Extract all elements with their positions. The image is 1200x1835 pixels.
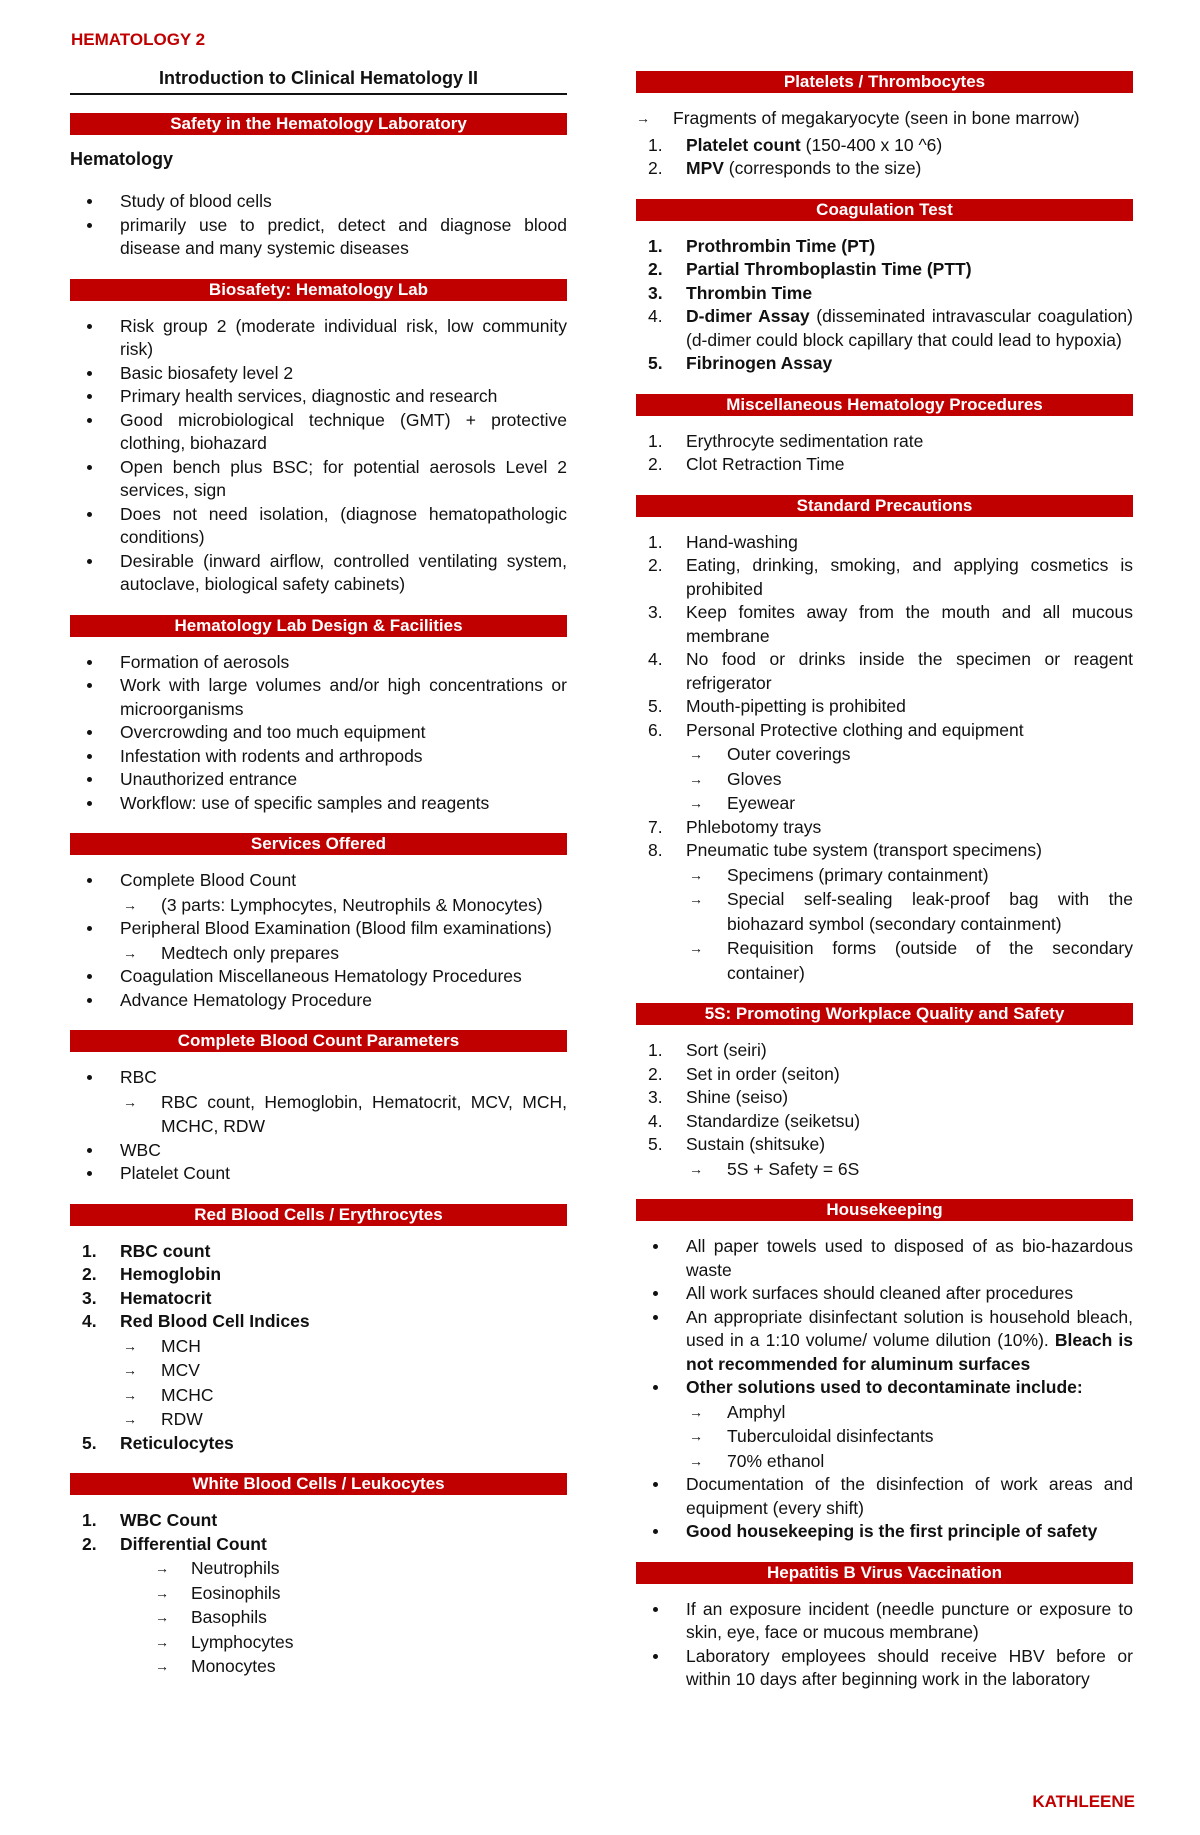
list-item: 2. Clot Retraction Time bbox=[648, 454, 845, 474]
item-bold: Bleach is not recommended for aluminum surfaces bbox=[686, 1330, 1133, 1374]
item-text: Thrombin Time bbox=[686, 282, 813, 303]
list-item: 5. Fibrinogen Assay bbox=[648, 353, 833, 373]
intro-item: → Fragments of megakaryocyte (seen in bone marrow) bbox=[636, 107, 1133, 131]
page-footer: KATHLEENE bbox=[1032, 1792, 1135, 1811]
list-item: 3. Hematocrit bbox=[82, 1287, 212, 1308]
list-item: 2. Partial Thromboplastin Time (PTT) bbox=[648, 259, 972, 279]
list-item: All paper towels used to disposed of as bio-hazardous waste bbox=[636, 1235, 1133, 1282]
item-text: No food or drinks inside the specimen or reagent refrigerator bbox=[686, 649, 1133, 693]
list-item: Overcrowding and too much equipment bbox=[70, 721, 567, 745]
list-item: Study of blood cells bbox=[70, 190, 567, 214]
sub-item: → Tuberculoidal disinfectants bbox=[686, 1424, 1133, 1449]
item-text: Sort (seiri) bbox=[686, 1040, 767, 1060]
section-header-biosafety: Biosafety: Hematology Lab bbox=[70, 279, 567, 301]
document-title: Introduction to Clinical Hematology II bbox=[70, 68, 567, 95]
list-item: 5. Reticulocytes bbox=[82, 1432, 234, 1453]
right-column bbox=[636, 68, 1133, 1710]
page-header: HEMATOLOGY 2 bbox=[71, 30, 206, 49]
list-item: If an exposure incident (needle puncture or exposure to skin, eye, face or mucous membrane) bbox=[636, 1598, 1133, 1645]
list-item: 4. Standardize (seiketsu) bbox=[648, 1110, 861, 1131]
item-text: Shine (seiso) bbox=[686, 1087, 789, 1107]
list-item: 6. Personal Protective clothing and equipment → Outer coverings → Gloves → Eyewear bbox=[636, 719, 1133, 816]
item-text: Hematocrit bbox=[120, 1287, 212, 1308]
list-item: Coagulation Miscellaneous Hematology Procedures bbox=[70, 965, 567, 989]
item-text: Mouth-pipetting is prohibited bbox=[686, 696, 906, 716]
item-text: (disseminated intravascular coagulation) (d-dimer could block capillary that could lead to hypoxia) bbox=[686, 306, 1133, 350]
section-header-rbc: Red Blood Cells / Erythrocytes bbox=[70, 1204, 567, 1226]
sub-item: → Eyewear bbox=[686, 791, 1133, 816]
platelets-intro bbox=[636, 107, 1133, 131]
item-text: Partial Thromboplastin Time (PTT) bbox=[686, 259, 972, 279]
biosafety-list bbox=[70, 315, 567, 597]
item-text: RBC bbox=[120, 1067, 157, 1087]
item-text: Other solutions used to decontaminate include: bbox=[686, 1377, 1083, 1397]
list-item: Workflow: use of specific samples and reagents bbox=[70, 792, 567, 816]
sub-item: → 70% ethanol bbox=[686, 1449, 1133, 1474]
item-text: Eating, drinking, smoking, and applying cosmetics is prohibited bbox=[686, 555, 1133, 599]
item-text: Peripheral Blood Examination (Blood film examinations) bbox=[120, 918, 552, 938]
item-text: Hand-washing bbox=[686, 531, 798, 552]
section-header-wbc: White Blood Cells / Leukocytes bbox=[70, 1473, 567, 1495]
left-column bbox=[70, 68, 567, 1697]
sub-item: → Gloves bbox=[686, 767, 1133, 792]
item-text: Erythrocyte sedimentation rate bbox=[686, 430, 924, 451]
wbc-list bbox=[70, 1509, 567, 1679]
list-item: All work surfaces should cleaned after procedures bbox=[636, 1282, 1133, 1306]
item-text: Fibrinogen Assay bbox=[686, 353, 833, 373]
sub-item: → Basophils bbox=[120, 1605, 567, 1630]
sub-item: → MCH bbox=[120, 1334, 567, 1359]
list-item: 2. MPV (corresponds to the size) bbox=[648, 158, 922, 178]
list-item: Infestation with rodents and arthropods bbox=[70, 745, 567, 769]
lab-design-list bbox=[70, 651, 567, 816]
five-s-list bbox=[636, 1039, 1133, 1181]
sub-item: → RDW bbox=[120, 1407, 567, 1432]
list-item bbox=[636, 1376, 1133, 1473]
section-header-5s: 5S: Promoting Workplace Quality and Safety bbox=[636, 1003, 1133, 1025]
list-item: Laboratory employees should receive HBV before or within 10 days after beginning work in the laboratory bbox=[636, 1645, 1133, 1692]
sub-item: → Lymphocytes bbox=[120, 1630, 567, 1655]
sub-item: → Medtech only prepares bbox=[120, 941, 567, 966]
list-item: 2. Eating, drinking, smoking, and applying cosmetics is prohibited bbox=[648, 555, 1133, 599]
list-item: 2. Set in order (seiton) bbox=[648, 1063, 840, 1084]
list-item: Basic biosafety level 2 bbox=[70, 362, 567, 386]
sub-list bbox=[120, 941, 567, 966]
list-item: Good housekeeping is the first principle of safety bbox=[636, 1520, 1133, 1544]
list-item: 4. No food or drinks inside the specimen or reagent refrigerator bbox=[648, 649, 1133, 693]
list-item bbox=[70, 1066, 567, 1139]
sub-item: → Monocytes bbox=[120, 1654, 567, 1679]
item-text: An appropriate disinfectant solution is household bleach, used in a 1:10 volume/ volume dilution (10%). bbox=[686, 1306, 1133, 1350]
list-item: Work with large volumes and/or high concentrations or microorganisms bbox=[70, 674, 567, 721]
item-text: Complete Blood Count bbox=[120, 870, 297, 890]
sub-list bbox=[686, 863, 1133, 986]
section-header-misc-procedures: Miscellaneous Hematology Procedures bbox=[636, 394, 1133, 416]
list-item: 1. RBC count bbox=[82, 1240, 211, 1261]
item-text: Sustain (shitsuke) bbox=[686, 1134, 826, 1154]
list-item: 1. Prothrombin Time (PT) bbox=[648, 235, 876, 256]
list-item: 1. Sort (seiri) bbox=[648, 1040, 767, 1060]
services-list bbox=[70, 869, 567, 1012]
list-item: primarily use to predict, detect and diagnose blood disease and many systemic diseases bbox=[70, 214, 567, 261]
item-text: (corresponds to the size) bbox=[723, 158, 922, 178]
list-item: 2. Differential Count → Neutrophils → Eosinophils → Basophils → Lymphocytes → Monocytes bbox=[70, 1533, 567, 1679]
sub-list bbox=[120, 1556, 567, 1679]
list-item: 5. Mouth-pipetting is prohibited bbox=[648, 696, 906, 716]
item-text: RBC count bbox=[120, 1240, 211, 1261]
item-text: Differential Count bbox=[120, 1533, 267, 1554]
section-header-hbv-vaccination: Hepatitis B Virus Vaccination bbox=[636, 1562, 1133, 1584]
section-header-lab-design: Hematology Lab Design & Facilities bbox=[70, 615, 567, 637]
item-text: (150-400 x 10 ^6) bbox=[800, 134, 943, 155]
item-bold: Platelet count bbox=[686, 134, 801, 155]
list-item: Documentation of the disinfection of work areas and equipment (every shift) bbox=[636, 1473, 1133, 1520]
list-item: 1. Platelet count (150-400 x 10 ^6) bbox=[648, 134, 943, 155]
list-item: 3. Thrombin Time bbox=[648, 282, 813, 303]
item-text: Phlebotomy trays bbox=[686, 816, 822, 837]
sub-item: → Requisition forms (outside of the secondary container) bbox=[686, 936, 1133, 985]
list-item: 7. Phlebotomy trays bbox=[648, 816, 822, 837]
list-item: Desirable (inward airflow, controlled ventilating system, autoclave, biological safety cabinets) bbox=[70, 550, 567, 597]
item-text: Set in order (seiton) bbox=[686, 1063, 840, 1084]
sub-list bbox=[686, 1157, 1133, 1182]
list-item: Primary health services, diagnostic and research bbox=[70, 385, 567, 409]
section-header-cbc-parameters: Complete Blood Count Parameters bbox=[70, 1030, 567, 1052]
list-item: 5. Sustain (shitsuke) → 5S + Safety = 6S bbox=[636, 1133, 1133, 1181]
section-header-safety: Safety in the Hematology Laboratory bbox=[70, 113, 567, 135]
item-bold: D-dimer Assay bbox=[686, 306, 810, 326]
list-item: 1. Erythrocyte sedimentation rate bbox=[648, 430, 924, 451]
misc-procedures-list bbox=[636, 430, 1133, 477]
item-text: Personal Protective clothing and equipment bbox=[686, 719, 1024, 740]
sub-item: → Specimens (primary containment) bbox=[686, 863, 1133, 888]
item-text: WBC Count bbox=[120, 1510, 218, 1530]
list-item bbox=[636, 1306, 1133, 1377]
item-text: Red Blood Cell Indices bbox=[120, 1311, 310, 1331]
platelets-list bbox=[636, 134, 1133, 181]
sub-item: → Amphyl bbox=[686, 1400, 1133, 1425]
item-text: Standardize (seiketsu) bbox=[686, 1110, 861, 1131]
section-header-coagulation: Coagulation Test bbox=[636, 199, 1133, 221]
section-header-housekeeping: Housekeeping bbox=[636, 1199, 1133, 1221]
list-item: WBC bbox=[70, 1139, 567, 1163]
list-item: Open bench plus BSC; for potential aerosols Level 2 services, sign bbox=[70, 456, 567, 503]
sub-list bbox=[686, 1400, 1133, 1474]
list-item: Does not need isolation, (diagnose hematopathologic conditions) bbox=[70, 503, 567, 550]
list-item: 4. D-dimer Assay (disseminated intravascular coagulation) (d-dimer could block capillary that could lead to hypoxia) bbox=[648, 306, 1133, 350]
list-item: Good microbiological technique (GMT) + protective clothing, biohazard bbox=[70, 409, 567, 456]
sub-item: → Special self-sealing leak-proof bag with the biohazard symbol (secondary containment) bbox=[686, 887, 1133, 936]
section-header-platelets: Platelets / Thrombocytes bbox=[636, 71, 1133, 93]
sub-item: → Outer coverings bbox=[686, 742, 1133, 767]
sub-item: → (3 parts: Lymphocytes, Neutrophils & Monocytes) bbox=[120, 893, 567, 918]
list-item: 3. Shine (seiso) bbox=[648, 1087, 789, 1107]
list-item bbox=[70, 917, 567, 965]
hbv-list bbox=[636, 1598, 1133, 1692]
hematology-subheading: Hematology bbox=[70, 149, 174, 169]
list-item: Formation of aerosols bbox=[70, 651, 567, 675]
list-item: 3. Keep fomites away from the mouth and all mucous membrane bbox=[648, 602, 1133, 646]
item-text: Reticulocytes bbox=[120, 1432, 234, 1453]
item-text: Clot Retraction Time bbox=[686, 454, 845, 474]
sub-list bbox=[120, 1090, 567, 1139]
rbc-list bbox=[70, 1240, 567, 1456]
list-item: 4. Red Blood Cell Indices → MCH → MCV → MCHC → RDW bbox=[70, 1310, 567, 1432]
sub-list bbox=[120, 893, 567, 918]
hematology-list bbox=[70, 190, 567, 261]
item-text: Keep fomites away from the mouth and all mucous membrane bbox=[686, 602, 1133, 646]
sub-list bbox=[120, 1334, 567, 1432]
item-text: Prothrombin Time (PT) bbox=[686, 235, 876, 256]
list-item: 1. WBC Count bbox=[82, 1510, 218, 1530]
sub-item: → Neutrophils bbox=[120, 1556, 567, 1581]
list-item: Advance Hematology Procedure bbox=[70, 989, 567, 1013]
item-bold: MPV bbox=[686, 158, 724, 178]
sub-list bbox=[686, 742, 1133, 816]
cbc-parameters-list bbox=[70, 1066, 567, 1186]
standard-precautions-list bbox=[636, 531, 1133, 986]
list-item: Platelet Count bbox=[70, 1162, 567, 1186]
section-header-services: Services Offered bbox=[70, 833, 567, 855]
sub-item: → Eosinophils bbox=[120, 1581, 567, 1606]
section-header-standard-precautions: Standard Precautions bbox=[636, 495, 1133, 517]
housekeeping-list bbox=[636, 1235, 1133, 1544]
sub-item: → MCV bbox=[120, 1358, 567, 1383]
list-item: 1. Hand-washing bbox=[648, 531, 798, 552]
list-item: Unauthorized entrance bbox=[70, 768, 567, 792]
list-item bbox=[70, 869, 567, 917]
sub-item: → MCHC bbox=[120, 1383, 567, 1408]
list-item: 2. Hemoglobin bbox=[82, 1264, 222, 1284]
list-item: Risk group 2 (moderate individual risk, low community risk) bbox=[70, 315, 567, 362]
sub-item: → 5S + Safety = 6S bbox=[686, 1157, 1133, 1182]
sub-item: → RBC count, Hemoglobin, Hematocrit, MCV, MCH, MCHC, RDW bbox=[120, 1090, 567, 1139]
list-item: 8. Pneumatic tube system (transport specimens) → Specimens (primary containment) → Special self-sealing leak-proof bag with the biohazard symbol (secondary containment) → Requisition forms (outside of the secondary container) bbox=[636, 839, 1133, 985]
item-text: Hemoglobin bbox=[120, 1264, 222, 1284]
item-text: Pneumatic tube system (transport specimens) bbox=[686, 840, 1042, 860]
coagulation-list bbox=[636, 235, 1133, 376]
